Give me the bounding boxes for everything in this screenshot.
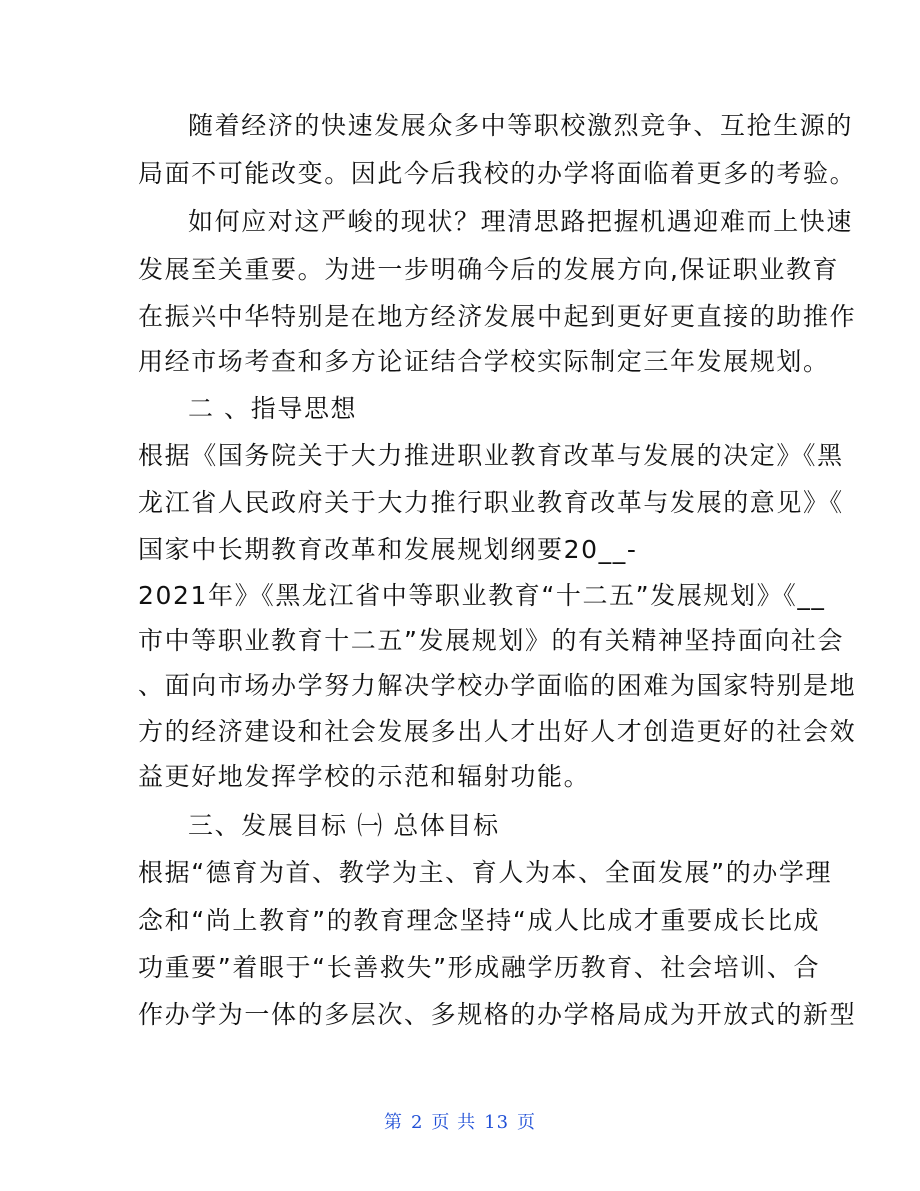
paragraph-line: 用经市场考查和多方论证结合学校实际制定三年发展规划。 [138,347,830,376]
paragraph-line: 益更好地发挥学校的示范和辐射功能。 [138,762,591,791]
footer-middle: 页 共 [431,1112,477,1133]
footer-total-pages: 13 [484,1112,510,1133]
paragraph-line: 局面不可能改变。因此今后我校的办学将面临着更多的考验。 [138,159,857,188]
footer-prefix: 第 [383,1112,403,1133]
paragraph-line: 2021年》《黑龙江省中等职业教育“十二五”发展规划》《__ [138,581,826,610]
section-heading: 三、发展目标 ㈠ 总体目标 [188,811,500,840]
paragraph-line: 在振兴中华特别是在地方经济发展中起到更好更直接的助推作 [138,302,857,331]
section-heading: 二 、指导思想 [188,394,358,423]
paragraph-line: 随着经济的快速发展众多中等职校激烈竞争、互抢生源的 [188,111,854,140]
paragraph-line: 市中等职业教育十二五”发展规划》的有关精神坚持面向社会 [138,626,845,655]
paragraph-line: 作办学为一体的多层次、多规格的办学格局成为开放式的新型 [138,1000,857,1029]
paragraph-line: 龙江省人民政府关于大力推行职业教育改革与发展的意见》《 [138,488,844,517]
footer-current-page: 2 [410,1112,424,1133]
paragraph-line: 如何应对这严峻的现状？理清思路把握机遇迎难而上快速 [188,207,854,236]
paragraph-line: 功重要”着眼于“长善救失”形成融学历教育、社会培训、合 [138,953,821,982]
footer-suffix: 页 [517,1112,537,1133]
page-number-footer [0,1108,920,1134]
paragraph-line: 发展至关重要。为进一步明确今后的发展方向,保证职业教育 [138,255,840,284]
paragraph-line: 、面向市场办学努力解决学校办学面临的困难为国家特别是地 [138,671,857,700]
paragraph-line: 念和“尚上教育”的教育理念坚持“成人比成才重要成长比成 [138,906,821,935]
paragraph-line: 方的经济建设和社会发展多出人才出好人才创造更好的社会效 [138,717,857,746]
paragraph-line: 国家中长期教育改革和发展规划纲要20__- [138,535,638,564]
paragraph-line: 根据“德育为首、教学为主、育人为本、全面发展”的办学理 [138,858,833,887]
paragraph-line: 根据《国务院关于大力推进职业教育改革与发展的决定》《黑 [138,441,844,470]
